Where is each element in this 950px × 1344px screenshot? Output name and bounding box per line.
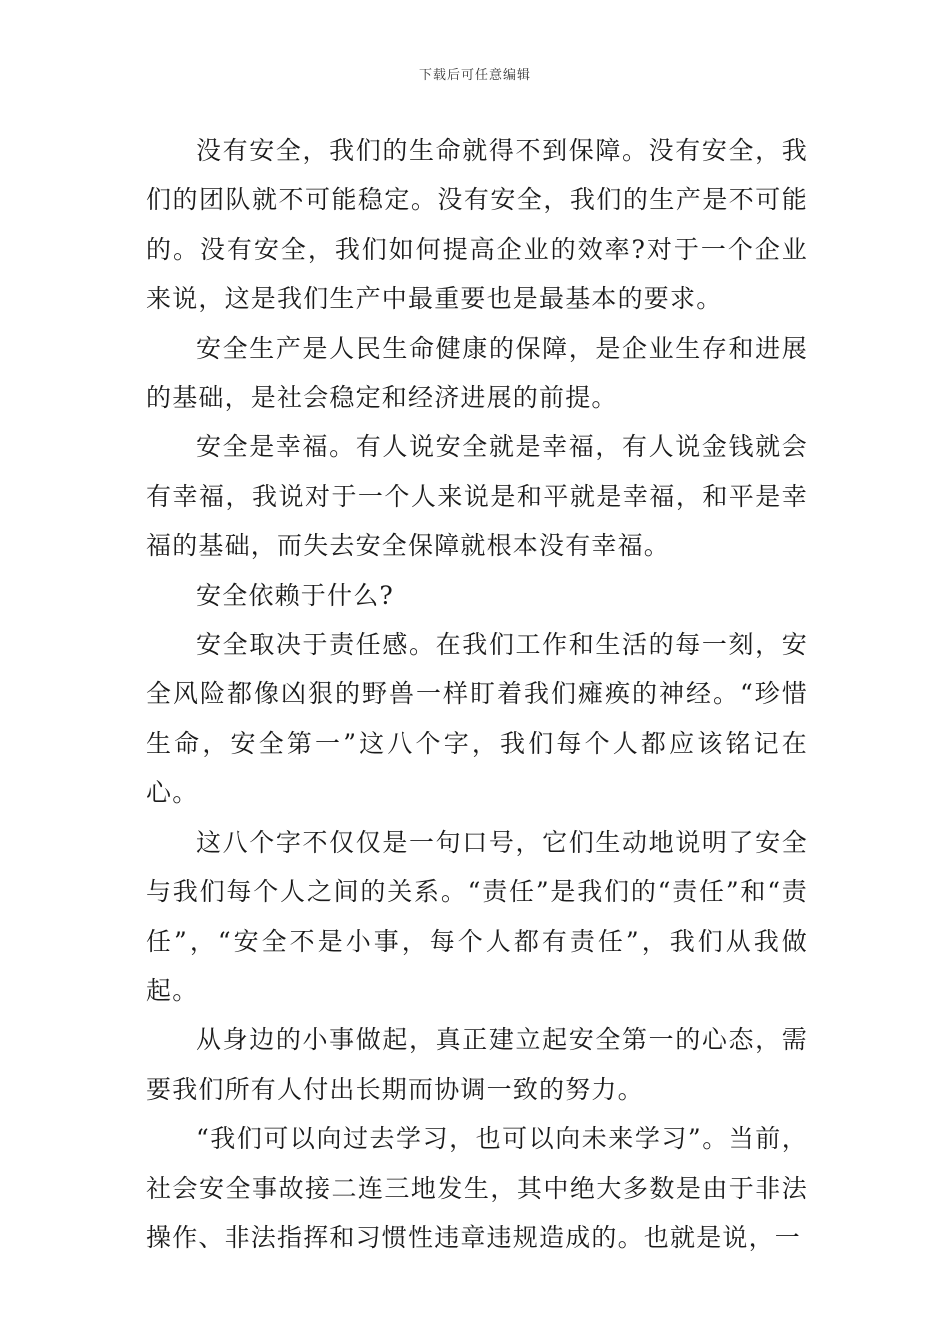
document-body	[146, 126, 808, 1262]
paragraph-3: 安全是幸福。有人说安全就是幸福，有人说金钱就会有幸福，我说对于一个人来说是和平就是幸福，和平是幸福的基础，而失去安全保障就根本没有幸福。	[146, 432, 808, 561]
paragraph-5: 安全取决于责任感。在我们工作和生活的每一刻，安全风险都像凶狠的野兽一样盯着我们瘫痪的神经。“珍惜生命，安全第一”这八个字，我们每个人都应该铭记在心。	[146, 630, 808, 808]
paragraph-8: “我们可以向过去学习，也可以向未来学习”。当前，社会安全事故接二连三地发生，其中绝大多数是由于非法操作、非法指挥和习惯性违章违规造成的。也就是说，一	[146, 1124, 808, 1252]
paragraph-7: 从身边的小事做起，真正建立起安全第一的心态，需要我们所有人付出长期而协调一致的努力。	[146, 1025, 808, 1104]
paragraph-1: 没有安全，我们的生命就得不到保障。没有安全，我们的团队就不可能稳定。没有安全，我们的生产是不可能的。没有安全，我们如何提高企业的效率?对于一个企业来说，这是我们生产中最重要也是最基本的要求。	[146, 136, 808, 314]
paragraph-6: 这八个字不仅仅是一句口号，它们生动地说明了安全与我们每个人之间的关系。“责任”是我们的“责任”和“责任”，“安全不是小事，每个人都有责任”，我们从我做起。	[146, 827, 808, 1005]
paragraph-2: 安全生产是人民生命健康的保障，是企业生存和进展的基础，是社会稳定和经济进展的前提。	[146, 333, 808, 413]
paragraph-4: 安全依赖于什么?	[196, 580, 395, 610]
page-header: 下载后可任意编辑	[418, 68, 531, 83]
